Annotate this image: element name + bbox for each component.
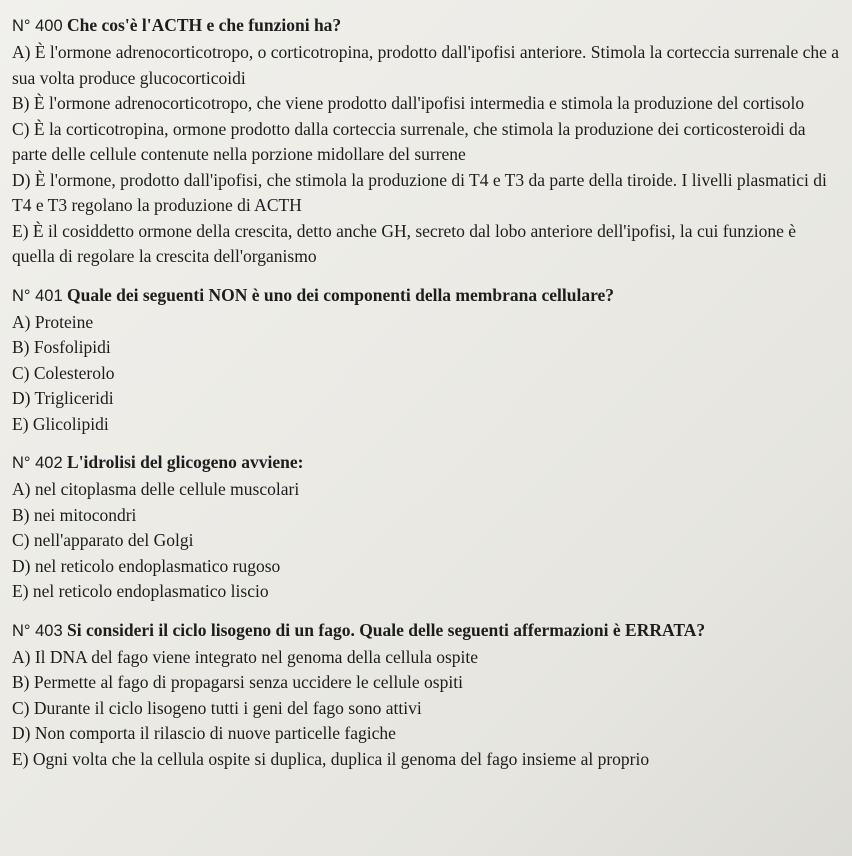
option-letter: A): [12, 479, 31, 499]
option-text: È l'ormone adrenocorticotropo, o corticotropina, prodotto dall'ipofisi anteriore. Stimola la corteccia surrenale che a sua volta produce glucocorticoidi: [12, 42, 840, 88]
option-b: [12, 91, 842, 117]
question-number: N° 403: [12, 621, 63, 640]
option-c: [12, 696, 842, 722]
option-d: [12, 721, 842, 747]
question-number: N° 402: [12, 454, 63, 472]
option-text: nel reticolo endoplasmatico liscio: [32, 581, 269, 601]
option-letter: B): [12, 672, 30, 692]
option-text: Permette al fago di propagarsi senza uccidere le cellule ospiti: [33, 672, 463, 692]
option-b: [12, 670, 842, 696]
option-text: È l'ormone adrenocorticotropo, che viene prodotto dall'ipofisi intermedia e stimola la produzione del cortisolo: [33, 93, 805, 113]
option-letter: D): [12, 388, 31, 408]
option-c: [12, 361, 842, 387]
option-c: [12, 117, 842, 168]
option-a: [12, 645, 842, 671]
option-letter: E): [12, 413, 29, 434]
question-text: L'idrolisi del glicogeno avviene:: [67, 452, 304, 472]
question-title: [12, 14, 842, 37]
option-text: Colesterolo: [33, 362, 115, 383]
option-letter: D): [12, 169, 31, 190]
option-text: Glicolipidi: [32, 413, 109, 434]
option-letter: C): [12, 530, 30, 550]
option-text: Fosfolipidi: [33, 337, 111, 357]
option-a: [12, 40, 842, 91]
option-a: [12, 477, 842, 503]
option-letter: B): [12, 337, 30, 357]
option-text: Trigliceridi: [34, 388, 114, 408]
question-number: N° 400: [12, 17, 63, 35]
spacer: [12, 605, 842, 619]
option-text: Il DNA del fago viene integrato nel genoma della cellula ospite: [34, 646, 479, 667]
option-d: [12, 386, 842, 412]
question-403: [12, 619, 842, 773]
option-text: Non comporta il rilascio di nuove particelle fagiche: [34, 723, 396, 743]
question-number: N° 401: [12, 286, 63, 305]
option-e: [12, 219, 842, 270]
spacer: [12, 270, 842, 284]
spacer: [12, 437, 842, 451]
question-text: Si consideri il ciclo lisogeno di un fago. Quale delle seguenti affermazioni è ERRATA?: [67, 619, 706, 640]
option-b: [12, 503, 842, 529]
question-title: [12, 619, 842, 642]
option-d: [12, 168, 842, 219]
option-text: Ogni volta che la cellula ospite si duplica, duplica il genoma del fago insieme al proprio: [32, 748, 650, 769]
option-letter: D): [12, 723, 31, 743]
option-letter: A): [12, 646, 31, 667]
option-b: [12, 335, 842, 361]
option-text: nel citoplasma delle cellule muscolari: [34, 479, 300, 499]
option-e: [12, 747, 842, 773]
option-e: [12, 579, 842, 605]
option-d: [12, 554, 842, 580]
option-c: [12, 528, 842, 554]
option-letter: B): [12, 504, 30, 525]
question-401: [12, 284, 842, 438]
option-letter: A): [12, 42, 31, 62]
option-letter: A): [12, 311, 31, 332]
option-letter: E): [12, 220, 29, 241]
option-letter: D): [12, 555, 31, 576]
option-letter: C): [12, 697, 30, 718]
question-title: [12, 451, 842, 474]
question-title: [12, 284, 842, 307]
option-text: Proteine: [34, 311, 94, 332]
quiz-page: [12, 14, 842, 772]
option-letter: C): [12, 362, 30, 383]
option-letter: E): [12, 581, 29, 601]
option-text: È la corticotropina, ormone prodotto dalla corteccia surrenale, che stimola la produzione dei corticosteroidi da parte delle cellule contenute nella porzione midollare del surrene: [12, 118, 806, 164]
option-e: [12, 412, 842, 438]
question-400: [12, 14, 842, 270]
option-text: nei mitocondri: [33, 504, 137, 525]
option-letter: C): [12, 118, 30, 139]
option-text: È l'ormone, prodotto dall'ipofisi, che stimola la produzione di T4 e T3 da parte della tiroide. I livelli plasmatici di T4 e T3 regolano la produzione di ACTH: [12, 169, 827, 215]
option-text: Durante il ciclo lisogeno tutti i geni del fago sono attivi: [33, 697, 422, 718]
option-text: nell'apparato del Golgi: [33, 530, 194, 550]
option-letter: B): [12, 93, 30, 113]
option-text: È il cosiddetto ormone della crescita, detto anche GH, secreto dal lobo anteriore dell'ipofisi, la cui funzione è quella di regolare la crescita dell'organismo: [12, 220, 797, 266]
question-text: Che cos'è l'ACTH e che funzioni ha?: [67, 15, 342, 35]
option-a: [12, 310, 842, 336]
question-text: Quale dei seguenti NON è uno dei componenti della membrana cellulare?: [67, 284, 615, 305]
option-text: nel reticolo endoplasmatico rugoso: [34, 555, 281, 576]
option-letter: E): [12, 748, 29, 769]
question-402: [12, 451, 842, 605]
